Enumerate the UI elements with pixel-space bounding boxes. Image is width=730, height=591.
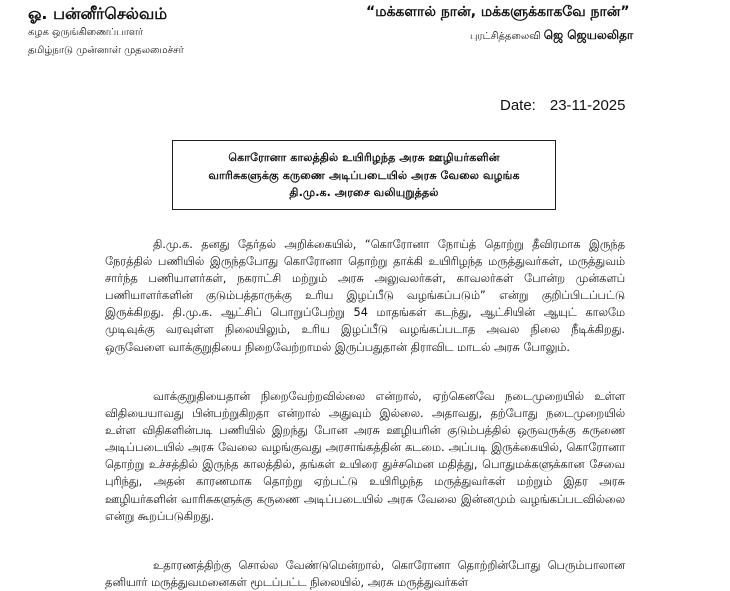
slogan-attribution-prefix: புரட்சித்தலைவி [470,31,541,42]
date-label: Date: [500,97,536,114]
letterhead-slogan: “மக்களால் நான், மக்களுக்காகவே நான்” [366,4,630,20]
author-role-coordinator: கழக ஒருங்கிணைப்பாளர் [28,27,144,38]
body-paragraph-3 [105,557,625,591]
body-paragraph-2 [105,388,625,525]
body-paragraph-1 [105,236,625,356]
subject-box [172,140,556,210]
subject-line-3: தி.மு.க. அரசை வலியுறுத்தல் [289,186,439,199]
body-paragraph-3-text: உதாரணத்திற்கு சொல்ல வேண்டுமென்றால், கொரோனா தொற்றின்போது பெரும்பாலான தனியார் மருத்துவமனைகள் மூடப்பட்ட நிலையில், அரசு மருத்துவர்கள் [105,559,625,590]
subject-line-2: வாரிசுகளுக்கு கருணை அடிப்படையில் அரசு வேலை வழங்க [208,168,520,182]
body-paragraph-2-text: வாக்குறுதியைதான் நிறைவேற்றவில்லை என்றால், ஏற்கெனவே நடைமுறையில் உள்ள விதியையாவது பின்பற்றுகிறதா என்றால் அதுவும் இல்லை. அதாவது, தற்போது நடைமுறையில் உள்ள விதிகளின்படி பணியில் இறந்து போன அரசு ஊழியரின் குடும்பத்தில் ஒருவருக்கு கருணை அடிப்படையில் அரசு வேலை வழங்குவது அரசாங்கத்தின் கடமை. அப்படி இருக்கையில், கொரோனா தொற்று உச்சத்தில் இருந்த காலத்தில், தங்கள் உயிரை துச்சமென மதித்து, பொதுமக்களுக்கான சேவை புரிந்து, அதன் காரணமாக தொற்று ஏற்பட்டு உயிரிழந்த மருத்துவர்கள் மற்றும் இதர அரசு ஊழியர்களின் வாரிசுகளுக்கு கருணை அடிப்படையில் அரசு வேலை இன்னமும் வழங்கப்படவில்லை என்று கூறப்படுகிறது. [105,390,625,523]
body-paragraph-1-text: தி.மு.க. தனது தேர்தல் அறிக்கையில், “கொரோனா நோய்த் தொற்று தீவிரமாக இருந்த நேரத்தில் பணியில் இருந்தபோது கொரோனா தொற்று தாக்கி உயிரிழந்த மருத்துவர்கள், மருத்துவம் சார்ந்த பணியாளர்கள், நகராட்சி மற்றும் அரசு அலுவலர்கள், காவலர்கள் போன்ற முன்களப் பணியாளர்களின் குடும்பத்தாருக்கு உரிய இழப்பீடு வழங்கப்படும்” என்று குறிப்பிடப்பட்டு இருக்கிறது. தி.மு.க. ஆட்சிப் பொறுப்பேற்று 54 மாதங்கள் கடந்து, ஆட்சியின் ஆயுட் காலமே முடிவுக்கு வரவுள்ள நிலையிலும், உரிய இழப்பீடு வழங்கப்படாத அவல நிலை நீடிக்கிறது. ஒருவேளை வாக்குறுதியை நிறைவேற்றாமல் இருப்பதுதான் திராவிட மாடல் அரசு போலும். [105,238,625,354]
author-name: ஓ. பன்னீர்செல்வம் [28,4,168,23]
slogan-attribution-name: ஜெ ஜெயலலிதா [543,28,634,42]
date-line [500,97,625,114]
subject-line-1: கொரோனா காலத்தில் உயிரிழந்த அரசு ஊழியர்களின் [228,151,500,164]
slogan-attribution [470,28,633,44]
date-value: 23-11-2025 [549,97,626,114]
author-role-former-cm: தமிழ்நாடு முன்னாள் முதலமைச்சர் [28,45,184,56]
